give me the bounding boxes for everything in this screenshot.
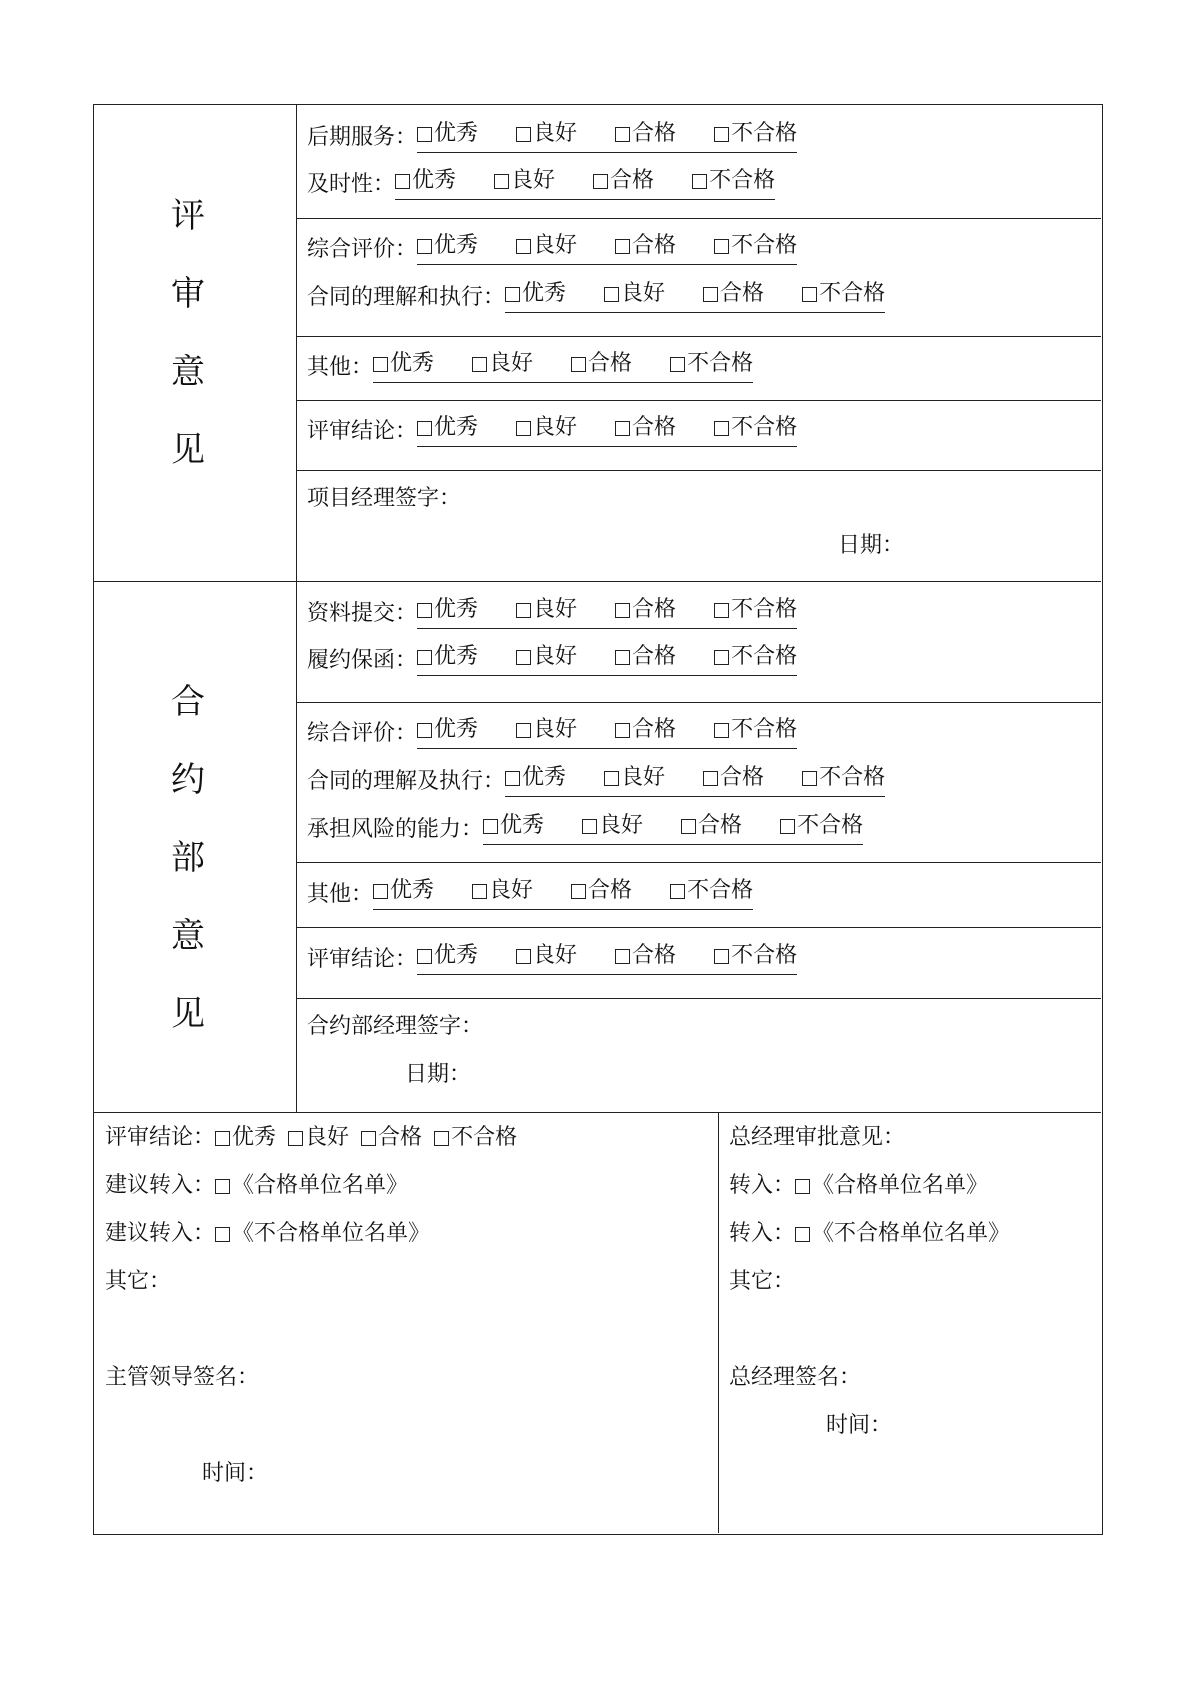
option-label: 优秀 — [434, 597, 479, 622]
contract-manager-signature[interactable]: 合约部经理签字： — [307, 1014, 484, 1039]
label-char: 部 — [171, 838, 205, 878]
rating-options — [417, 119, 797, 153]
rating-row-contract-understanding — [307, 763, 885, 797]
option-label: 不合格 — [819, 765, 886, 790]
option-label: 优秀 — [434, 415, 479, 440]
checkbox[interactable] — [417, 239, 432, 254]
checkbox[interactable] — [703, 287, 718, 302]
checkbox[interactable] — [361, 1131, 376, 1146]
option-excellent[interactable] — [483, 811, 544, 841]
option-label: 合格 — [588, 351, 633, 376]
option-pass[interactable] — [615, 642, 676, 672]
rating-row-documents — [307, 595, 797, 629]
option-excellent[interactable] — [417, 231, 478, 261]
option-pass[interactable] — [571, 349, 632, 379]
option-label: 合格 — [720, 281, 765, 306]
rating-options — [417, 595, 797, 629]
label-char: 合 — [171, 682, 205, 722]
gm-other-field[interactable]: 其它： — [729, 1269, 796, 1294]
contract-date[interactable]: 日期： — [405, 1062, 472, 1087]
row-label: 其他： — [307, 882, 374, 907]
option-good[interactable] — [604, 763, 665, 793]
rating-options — [483, 811, 863, 845]
checkbox[interactable] — [703, 771, 718, 786]
rating-row-contract-understanding — [307, 279, 885, 313]
rating-options — [373, 876, 753, 910]
divider — [296, 702, 1101, 703]
label-char: 见 — [171, 430, 205, 470]
checkbox[interactable] — [604, 771, 619, 786]
row-label: 合同的理解和执行： — [307, 285, 506, 310]
option-label: 合格 — [632, 233, 677, 258]
option-label: 合格 — [588, 878, 633, 903]
option-label: 良好 — [533, 415, 578, 440]
checkbox[interactable] — [434, 1131, 449, 1146]
option-fail[interactable] — [714, 595, 797, 625]
option-fail[interactable] — [780, 811, 863, 841]
checkbox[interactable] — [516, 421, 531, 436]
rating-row-timeliness — [307, 166, 775, 200]
option-label: 优秀 — [412, 168, 457, 193]
option-pass[interactable] — [703, 279, 764, 309]
gm-approval-title: 总经理审批意见： — [729, 1125, 906, 1150]
option-fail[interactable] — [714, 642, 797, 672]
option-good[interactable] — [516, 595, 577, 625]
unqualified-list-option: 《不合格单位名单》 — [232, 1221, 431, 1246]
checkbox[interactable] — [615, 127, 630, 142]
divider — [296, 105, 297, 1112]
review-date[interactable]: 日期： — [838, 533, 905, 558]
option-good[interactable] — [582, 811, 643, 841]
option-pass[interactable] — [615, 119, 676, 149]
checkbox[interactable] — [802, 771, 817, 786]
option-pass[interactable] — [615, 595, 676, 625]
option-excellent[interactable] — [417, 941, 478, 971]
checkbox[interactable] — [215, 1227, 230, 1242]
checkbox[interactable] — [582, 819, 597, 834]
option-label: 不合格 — [731, 943, 798, 968]
option-fail[interactable] — [802, 279, 885, 309]
supervisor-signature[interactable]: 主管领导签名： — [105, 1365, 260, 1390]
option-label: 不合格 — [731, 597, 798, 622]
option-label: 合格 — [632, 717, 677, 742]
option-excellent[interactable] — [215, 1123, 276, 1153]
option-good[interactable] — [288, 1123, 349, 1153]
row-label: 资料提交： — [307, 601, 418, 626]
option-label: 不合格 — [731, 717, 798, 742]
row-label: 综合评价： — [307, 237, 418, 262]
option-label: 良好 — [533, 943, 578, 968]
option-label: 不合格 — [687, 878, 754, 903]
option-label: 优秀 — [434, 943, 479, 968]
checkbox[interactable] — [395, 174, 410, 189]
rating-row-risk-capacity — [307, 811, 863, 845]
option-label: 合格 — [720, 765, 765, 790]
checkbox[interactable] — [472, 357, 487, 372]
option-label: 合格 — [378, 1125, 423, 1150]
option-excellent[interactable] — [505, 279, 566, 309]
option-pass[interactable] — [615, 715, 676, 745]
other-field[interactable]: 其它： — [105, 1269, 172, 1294]
option-good[interactable] — [516, 413, 577, 443]
divider — [296, 470, 1101, 471]
checkbox[interactable] — [494, 174, 509, 189]
option-good[interactable] — [516, 231, 577, 261]
project-manager-signature[interactable]: 项目经理签字： — [307, 486, 462, 511]
unqualified-list-option: 《不合格单位名单》 — [812, 1221, 1011, 1246]
option-pass[interactable] — [571, 876, 632, 906]
option-good[interactable] — [472, 876, 533, 906]
row-label: 转入： — [729, 1221, 796, 1246]
option-label: 良好 — [533, 233, 578, 258]
row-label: 评审结论： — [105, 1125, 216, 1150]
option-label: 良好 — [511, 168, 556, 193]
checkbox[interactable] — [795, 1227, 810, 1242]
gm-signature[interactable]: 总经理签名： — [729, 1365, 862, 1390]
row-label: 建议转入： — [105, 1221, 216, 1246]
option-good[interactable] — [604, 279, 665, 309]
divider — [296, 336, 1101, 337]
divider — [296, 998, 1101, 999]
checkbox[interactable] — [417, 723, 432, 738]
option-label: 优秀 — [232, 1125, 277, 1150]
option-label: 良好 — [489, 878, 534, 903]
option-pass[interactable] — [615, 413, 676, 443]
checkbox[interactable] — [417, 127, 432, 142]
checkbox[interactable] — [516, 127, 531, 142]
checkbox[interactable] — [505, 287, 520, 302]
suggest-qualified-row — [105, 1171, 408, 1201]
option-fail[interactable] — [434, 1123, 517, 1153]
option-label: 良好 — [621, 281, 666, 306]
checkbox[interactable] — [516, 603, 531, 618]
gm-transfer-unqualified-row — [729, 1219, 1010, 1249]
divider — [94, 1112, 1101, 1113]
row-label: 后期服务： — [307, 125, 418, 150]
checkbox[interactable] — [692, 174, 707, 189]
option-label: 合格 — [632, 644, 677, 669]
divider — [296, 927, 1101, 928]
option-label: 良好 — [533, 597, 578, 622]
option-excellent[interactable] — [417, 715, 478, 745]
option-good[interactable] — [516, 715, 577, 745]
label-char: 评 — [171, 196, 205, 236]
option-label: 不合格 — [731, 644, 798, 669]
row-label: 承担风险的能力： — [307, 817, 484, 842]
option-good[interactable] — [472, 349, 533, 379]
option-label: 良好 — [489, 351, 534, 376]
qualified-list-option: 《合格单位名单》 — [232, 1173, 409, 1198]
option-label: 合格 — [632, 121, 677, 146]
option-label: 合格 — [632, 943, 677, 968]
option-fail[interactable] — [802, 763, 885, 793]
divider — [296, 862, 1101, 863]
option-good[interactable] — [516, 642, 577, 672]
option-pass[interactable] — [361, 1123, 422, 1153]
option-label: 优秀 — [390, 351, 435, 376]
row-label: 评审结论： — [307, 419, 418, 444]
checkbox[interactable] — [215, 1179, 230, 1194]
checkbox[interactable] — [615, 650, 630, 665]
review-opinion-label — [94, 196, 282, 470]
option-label: 优秀 — [434, 717, 479, 742]
checkbox[interactable] — [714, 650, 729, 665]
option-label: 良好 — [305, 1125, 350, 1150]
label-char: 约 — [171, 760, 205, 800]
checkbox[interactable] — [802, 287, 817, 302]
option-label: 优秀 — [522, 765, 567, 790]
option-label: 不合格 — [451, 1125, 518, 1150]
rating-options — [417, 941, 797, 975]
contract-dept-opinion-label — [94, 682, 282, 1034]
rating-row-overall — [307, 231, 797, 265]
checkbox[interactable] — [516, 949, 531, 964]
evaluation-form-table — [93, 104, 1103, 1535]
checkbox[interactable] — [417, 650, 432, 665]
option-good[interactable] — [516, 941, 577, 971]
option-pass[interactable] — [703, 763, 764, 793]
option-fail[interactable] — [670, 349, 753, 379]
rating-row-after-sales — [307, 119, 797, 153]
checkbox[interactable] — [615, 421, 630, 436]
rating-options — [395, 166, 775, 200]
suggest-unqualified-row — [105, 1219, 430, 1249]
row-label: 综合评价： — [307, 721, 418, 746]
option-label: 合格 — [632, 415, 677, 440]
option-fail[interactable] — [714, 413, 797, 443]
option-excellent[interactable] — [373, 876, 434, 906]
row-label: 评审结论： — [307, 947, 418, 972]
row-label: 建议转入： — [105, 1173, 216, 1198]
option-fail[interactable] — [692, 166, 775, 196]
checkbox[interactable] — [417, 421, 432, 436]
qualified-list-option: 《合格单位名单》 — [812, 1173, 989, 1198]
checkbox[interactable] — [516, 239, 531, 254]
rating-options — [417, 642, 797, 676]
option-label: 优秀 — [500, 813, 545, 838]
option-label: 合格 — [632, 597, 677, 622]
option-excellent[interactable] — [417, 642, 478, 672]
option-label: 良好 — [533, 644, 578, 669]
rating-row-overall — [307, 715, 797, 749]
option-excellent[interactable] — [373, 349, 434, 379]
checkbox[interactable] — [593, 174, 608, 189]
checkbox[interactable] — [681, 819, 696, 834]
option-label: 不合格 — [819, 281, 886, 306]
checkbox[interactable] — [795, 1179, 810, 1194]
rating-row-other — [307, 876, 753, 910]
checkbox[interactable] — [288, 1131, 303, 1146]
option-excellent[interactable] — [417, 119, 478, 149]
label-char: 意 — [171, 352, 205, 392]
divider — [94, 581, 1101, 582]
rating-row-performance-bond — [307, 642, 797, 676]
divider — [718, 1112, 719, 1533]
option-excellent[interactable] — [417, 413, 478, 443]
checkbox[interactable] — [714, 239, 729, 254]
checkbox[interactable] — [714, 723, 729, 738]
rating-row-conclusion — [307, 941, 797, 975]
checkbox[interactable] — [615, 239, 630, 254]
option-label: 优秀 — [434, 644, 479, 669]
option-fail[interactable] — [714, 715, 797, 745]
option-label: 不合格 — [687, 351, 754, 376]
checkbox[interactable] — [714, 421, 729, 436]
row-label: 履约保函： — [307, 648, 418, 673]
option-label: 优秀 — [434, 121, 479, 146]
rating-options — [505, 279, 885, 313]
row-label: 合同的理解及执行： — [307, 769, 506, 794]
checkbox[interactable] — [472, 884, 487, 899]
rating-row-conclusion — [307, 413, 797, 447]
option-label: 不合格 — [797, 813, 864, 838]
rating-options — [505, 763, 885, 797]
option-pass[interactable] — [615, 231, 676, 261]
label-char: 审 — [171, 274, 205, 314]
rating-options — [417, 715, 797, 749]
gm-time[interactable]: 时间： — [826, 1413, 893, 1438]
row-label: 转入： — [729, 1173, 796, 1198]
option-label: 良好 — [533, 717, 578, 742]
option-label: 合格 — [610, 168, 655, 193]
option-good[interactable] — [494, 166, 555, 196]
option-label: 优秀 — [522, 281, 567, 306]
checkbox[interactable] — [571, 357, 586, 372]
checkbox[interactable] — [714, 127, 729, 142]
option-excellent[interactable] — [505, 763, 566, 793]
option-label: 良好 — [621, 765, 666, 790]
option-fail[interactable] — [714, 231, 797, 261]
row-label: 其他： — [307, 355, 374, 380]
checkbox[interactable] — [780, 819, 795, 834]
option-label: 良好 — [533, 121, 578, 146]
checkbox[interactable] — [516, 650, 531, 665]
option-label: 不合格 — [731, 233, 798, 258]
option-fail[interactable] — [714, 119, 797, 149]
divider — [296, 218, 1101, 219]
checkbox[interactable] — [604, 287, 619, 302]
checkbox[interactable] — [615, 949, 630, 964]
option-pass[interactable] — [681, 811, 742, 841]
checkbox[interactable] — [373, 884, 388, 899]
label-char: 见 — [171, 994, 205, 1034]
checkbox[interactable] — [483, 819, 498, 834]
row-label: 及时性： — [307, 172, 396, 197]
checkbox[interactable] — [615, 603, 630, 618]
option-label: 优秀 — [390, 878, 435, 903]
checkbox[interactable] — [714, 603, 729, 618]
option-good[interactable] — [516, 119, 577, 149]
option-pass[interactable] — [593, 166, 654, 196]
supervisor-time[interactable]: 时间： — [202, 1461, 269, 1486]
rating-row-other — [307, 349, 753, 383]
checkbox[interactable] — [670, 357, 685, 372]
option-label: 不合格 — [731, 121, 798, 146]
checkbox[interactable] — [670, 884, 685, 899]
final-conclusion-row — [105, 1123, 517, 1153]
option-label: 不合格 — [709, 168, 776, 193]
checkbox[interactable] — [615, 723, 630, 738]
checkbox[interactable] — [505, 771, 520, 786]
rating-options — [417, 231, 797, 265]
option-excellent[interactable] — [417, 595, 478, 625]
option-label: 合格 — [698, 813, 743, 838]
checkbox[interactable] — [516, 723, 531, 738]
option-excellent[interactable] — [395, 166, 456, 196]
option-label: 优秀 — [434, 233, 479, 258]
checkbox[interactable] — [571, 884, 586, 899]
option-label: 良好 — [599, 813, 644, 838]
rating-options — [417, 413, 797, 447]
checkbox[interactable] — [373, 357, 388, 372]
gm-transfer-qualified-row — [729, 1171, 988, 1201]
checkbox[interactable] — [714, 949, 729, 964]
conclusion-options — [215, 1123, 517, 1153]
checkbox[interactable] — [215, 1131, 230, 1146]
option-fail[interactable] — [670, 876, 753, 906]
checkbox[interactable] — [417, 603, 432, 618]
checkbox[interactable] — [417, 949, 432, 964]
divider — [296, 400, 1101, 401]
label-char: 意 — [171, 916, 205, 956]
option-label: 不合格 — [731, 415, 798, 440]
option-pass[interactable] — [615, 941, 676, 971]
rating-options — [373, 349, 753, 383]
option-fail[interactable] — [714, 941, 797, 971]
